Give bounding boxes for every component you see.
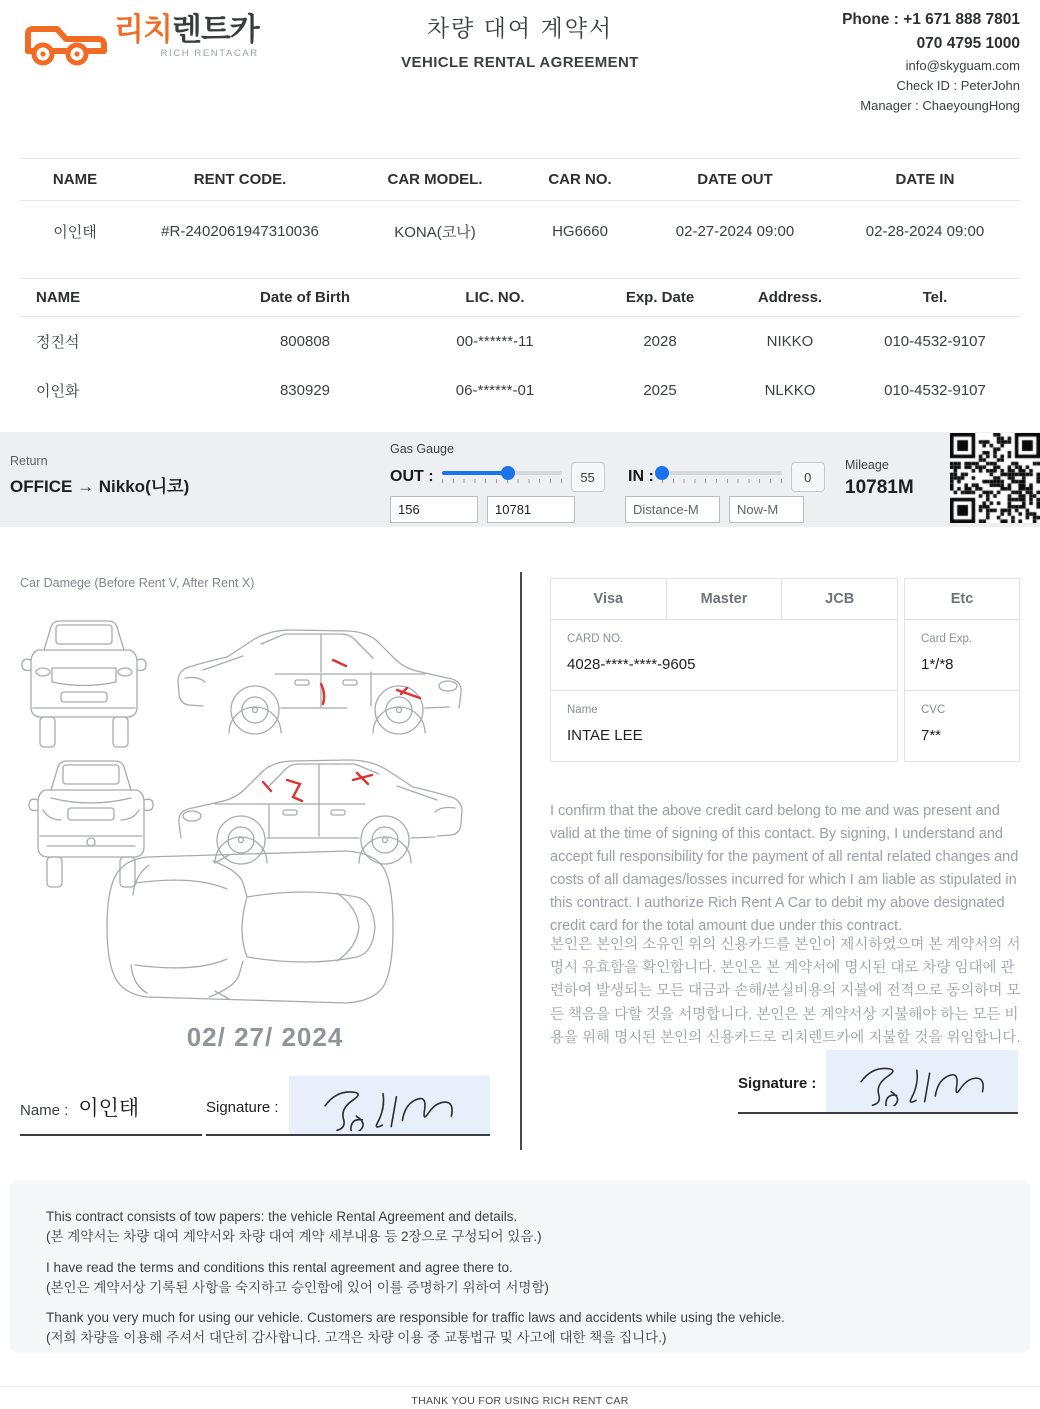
table-row [20, 201, 1020, 263]
car-damage-title: Car Damege (Before Rent V, After Rent X) [20, 576, 255, 590]
footer-divider [0, 1386, 1040, 1387]
return-label: Return [10, 454, 48, 468]
card-exp-field[interactable] [904, 619, 1020, 691]
return-route: OFFICE → Nikko(니코) [10, 477, 190, 496]
car-model: KONA(코나) [394, 224, 476, 241]
now-m-input[interactable] [729, 496, 804, 523]
card-type-visa[interactable]: Visa [551, 579, 667, 619]
confirmation-text-kr: 본인은 본인의 소유인 위의 신용카드를 본인이 제시하였으며 본 계약서의 서명시 유효함을 확인합니다. 본인은 본 계약서에 명시된 대로 차량 임대에 관련하여 발생되는 모든 대금과 손해/분실비용의 지불에 전적으로 동의하며 모든 책음을 다할 것을 서명합니다. 본인은 본 계약서상 지불해야 하는 모든 비용을 위해 명시된 본인의 신용카드로 리치렌트카에 지불할 것을 위임합니다. [550, 937, 1021, 1046]
notice-line-en: This contract consists of tow papers: the vehicle Rental Agreement and details. [46, 1209, 518, 1224]
rent-code: #R-2402061947310036 [161, 223, 319, 240]
driver-dob: 830929 [279, 382, 331, 399]
driver-tel: 010-4532-9107 [884, 333, 986, 350]
rental-info-table [20, 158, 1020, 262]
car-top-view [107, 851, 393, 1003]
gas-out-label: OUT : [390, 468, 434, 485]
signature-icon [835, 1056, 1010, 1106]
card-holder-field[interactable] [550, 690, 898, 762]
notice-line-en: Thank you very much for using our vehicle. Customers are responsible for traffic laws and accidents while using the vehicle. [46, 1310, 785, 1325]
credit-card-table [550, 578, 1020, 762]
brand-name-en: RICH RENTACAR [160, 48, 259, 59]
notice-line-kr: (저희 차량을 이용해 주셔서 대단히 감사합니다. 고객은 차량 이용 중 교통법규 및 사고에 대한 책을 집니다.) [46, 1330, 667, 1346]
column-header: LIC. NO. [400, 279, 590, 317]
slider-ticks [662, 479, 782, 483]
card-type-jcb[interactable]: JCB [825, 591, 855, 607]
slider-thumb[interactable] [501, 466, 515, 480]
gas-in-slider[interactable] [662, 471, 782, 483]
notice-line-kr: (본 계약서는 차량 대여 계약서와 차량 대여 계약 세부내용 등 2장으로 구성되어 있음.) [46, 1229, 542, 1245]
car-side-view-2 [179, 760, 462, 864]
gas-out-value[interactable] [571, 462, 605, 492]
contract-notice [10, 1180, 1030, 1353]
driver-name: 정진석 [36, 334, 80, 351]
driver-address: NIKKO [766, 333, 814, 350]
column-header: Date of Birth [210, 279, 400, 317]
contact-manager: Manager : ChaeyoungHong [860, 98, 1020, 114]
date-out: 02-27-2024 09:00 [675, 223, 795, 240]
driver-info-table [20, 278, 1020, 415]
name-label: Name : [20, 1101, 69, 1119]
column-header: RENT CODE. [130, 159, 350, 201]
car-side-view-1 [178, 630, 461, 734]
contact-phone-1: Phone : +1 671 888 7801 [842, 11, 1020, 28]
signature-label: Signature : [206, 1099, 279, 1116]
contact-email: info@skyguam.com [905, 58, 1020, 74]
driver-dob: 800808 [279, 333, 331, 350]
gas-in-label: IN : [628, 468, 654, 485]
page-title-en: VEHICLE RENTAL AGREEMENT [401, 54, 639, 71]
page-title-kr: 차량 대여 계약서 [426, 15, 614, 41]
table-row [20, 366, 1020, 415]
card-no-label: CARD NO. [567, 633, 624, 645]
date-in: 02-28-2024 09:00 [865, 223, 985, 240]
card-no-value: 4028-****-****-9605 [567, 656, 696, 673]
contact-phone-2: 070 4795 1000 [916, 35, 1020, 53]
brand-name-kr: 리치렌트카 [114, 12, 259, 47]
cardholder-signature-box[interactable] [826, 1050, 1018, 1112]
renter-signature-box[interactable] [289, 1076, 490, 1134]
driver-address: NLKKO [764, 382, 816, 399]
notice-line-kr: (본인은 계약서상 기록된 사항을 숙지하고 승인함에 있어 이를 증명하기 위하여 서명함) [46, 1279, 549, 1295]
name-field[interactable] [20, 1076, 202, 1136]
column-header: DATE IN [830, 159, 1020, 201]
gas-in-value[interactable] [791, 462, 825, 492]
distance-m-input[interactable] [625, 496, 720, 523]
column-header: DATE OUT [640, 159, 830, 201]
gas-out-slider[interactable] [442, 471, 562, 483]
card-exp-label: Card Exp. [921, 633, 973, 645]
signature-icon [299, 1079, 479, 1131]
footer-thanks: THANK YOU FOR USING RICH RENT CAR [411, 1395, 629, 1407]
gas-gauge-label: Gas Gauge [390, 442, 454, 456]
damage-mark [263, 773, 372, 801]
section-divider [520, 572, 522, 1150]
driver-exp: 2025 [643, 382, 677, 399]
car-rear-view [29, 761, 153, 887]
qr-code [950, 433, 1040, 523]
name-value: 이인태 [78, 1097, 140, 1120]
card-cvc-field[interactable] [904, 690, 1020, 762]
card-type-etc[interactable]: Etc [904, 578, 1020, 620]
column-header: CAR NO. [520, 159, 640, 201]
card-name-label: Name [567, 704, 598, 716]
confirmation-text-en: I confirm that the above credit card belong to me and was present and valid at the time of signing of this contact. By signing, I understand and accept full responsibility for the payment of all rental related changes and costs of all damages/losses incurred for which I am liable as stipulated in this contract. I authorize Rich Rent A Car to debit my above designated credit card for the total amount due under this contract. [550, 803, 1019, 934]
slider-ticks [442, 479, 562, 483]
contact-check-id: Check ID : PeterJohn [896, 78, 1020, 94]
signature-label: Signature : [738, 1075, 817, 1092]
slider-thumb[interactable] [655, 466, 669, 480]
driver-exp: 2028 [643, 333, 677, 350]
table-row [20, 317, 1020, 367]
now-mileage-input[interactable] [487, 496, 575, 523]
column-header: NAME [20, 159, 130, 201]
distance-input[interactable] [390, 496, 478, 523]
mileage-label: Mileage [845, 458, 889, 472]
car-front-view [22, 621, 146, 747]
gauge-bar [0, 432, 1040, 527]
column-header: Exp. Date [590, 279, 730, 317]
notice-line-en: I have read the terms and conditions this rental agreement and agree there to. [46, 1259, 513, 1275]
driver-license: 06-******-01 [455, 382, 535, 399]
column-header: Tel. [850, 279, 1020, 317]
cvc-label: CVC [921, 704, 946, 716]
renter-name: 이인태 [53, 224, 97, 241]
card-exp-value: 1*/*8 [921, 656, 954, 673]
contact-block [842, 8, 1020, 116]
column-header: NAME [20, 279, 210, 317]
driver-license: 00-******-11 [456, 333, 534, 350]
cvc-value: 7** [921, 727, 942, 744]
mileage-value: 10781M [845, 477, 914, 498]
card-number-field[interactable] [550, 619, 898, 691]
column-header: CAR MODEL. [350, 159, 520, 201]
column-header: Address. [730, 279, 850, 317]
driver-tel: 010-4532-9107 [884, 382, 986, 399]
driver-name: 이인화 [36, 383, 80, 400]
contract-date: 02/ 27/ 2024 [186, 1022, 344, 1052]
card-type-master[interactable]: Master [667, 579, 783, 619]
car-no: HG6660 [552, 223, 608, 240]
car-damage-diagram[interactable] [20, 598, 510, 1010]
card-name-value: INTAE LEE [567, 727, 643, 744]
